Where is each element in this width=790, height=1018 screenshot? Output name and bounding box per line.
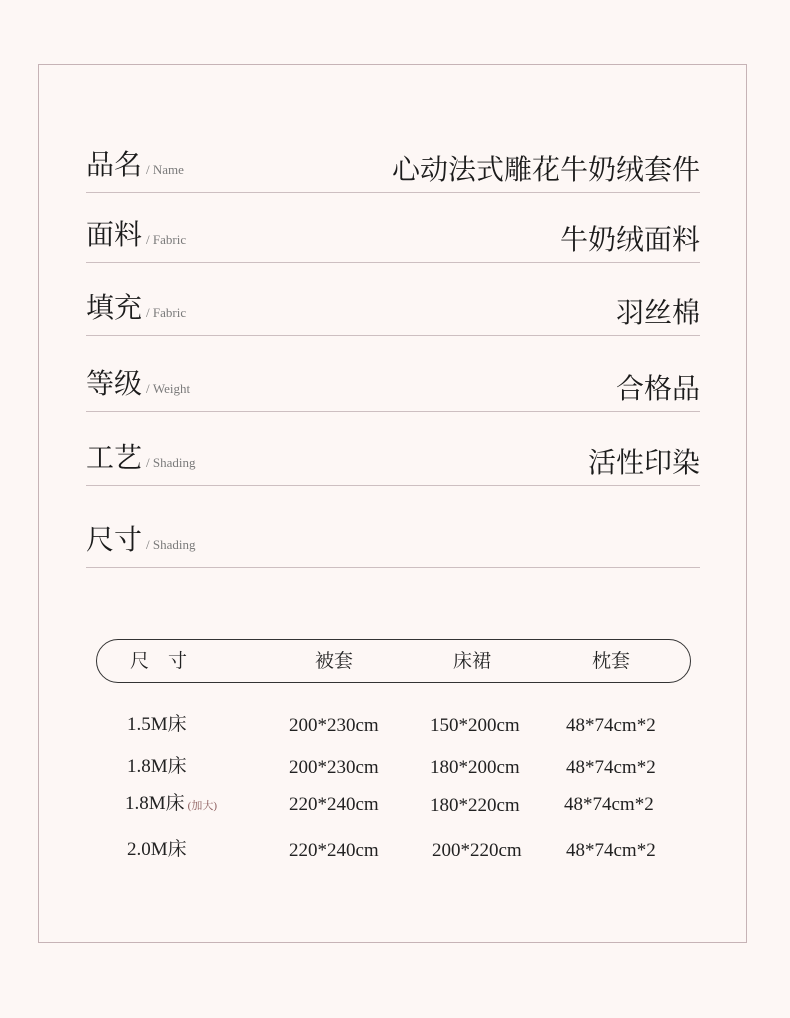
spec-sub-label: / Fabric — [146, 232, 187, 247]
cell-duvet: 200*230cm — [289, 757, 379, 778]
spec-row-grade — [86, 367, 700, 412]
cell-skirt: 180*200cm — [430, 757, 520, 778]
spec-value: 羽丝棉 — [615, 296, 700, 329]
spec-label: 尺寸 / Shading — [86, 523, 196, 556]
cell-size: 1.5M床 — [127, 714, 187, 735]
spec-value: 活性印染 — [587, 446, 700, 479]
cell-size: 2.0M床 — [127, 839, 187, 860]
header-skirt: 床裙 — [453, 650, 492, 672]
cell-duvet: 220*240cm — [289, 794, 379, 815]
cell-pillow: 48*74cm*2 — [566, 715, 656, 736]
spec-row-name — [86, 148, 700, 193]
spec-label: 等级 / Weight — [86, 367, 191, 400]
header-duvet: 被套 — [315, 650, 354, 672]
spec-label: 填充 / Fabric — [86, 291, 187, 324]
spec-row-filling — [86, 291, 700, 336]
spec-sub-label: / Shading — [146, 455, 196, 470]
cell-pillow: 48*74cm*2 — [566, 840, 656, 861]
spec-label: 面料 / Fabric — [86, 218, 187, 251]
spec-label: 品名 / Name — [86, 148, 184, 181]
cell-size: 1.8M床 — [127, 756, 187, 777]
spec-sub-label: / Shading — [146, 537, 196, 552]
spec-value: 牛奶绒面料 — [559, 223, 700, 256]
spec-value: 心动法式雕花牛奶绒套件 — [391, 153, 700, 186]
spec-sub-label: / Name — [146, 162, 184, 177]
spec-sub-label: / Weight — [146, 381, 191, 396]
cell-pillow: 48*74cm*2 — [566, 757, 656, 778]
cell-skirt: 150*200cm — [430, 715, 520, 736]
oversize-note: (加大) — [187, 800, 217, 812]
spec-row-size — [86, 523, 700, 568]
cell-duvet: 220*240cm — [289, 840, 379, 861]
cell-skirt: 180*220cm — [430, 795, 520, 816]
header-pillow: 枕套 — [592, 650, 631, 672]
cell-skirt: 200*220cm — [432, 840, 522, 861]
spec-row-craft — [86, 441, 700, 486]
spec-row-fabric — [86, 218, 700, 263]
size-table-header — [96, 639, 691, 683]
spec-value: 合格品 — [615, 372, 700, 405]
spec-label: 工艺 / Shading — [86, 441, 196, 474]
cell-duvet: 200*230cm — [289, 715, 379, 736]
cell-size: 1.8M床 (加大) — [125, 793, 217, 814]
spec-sub-label: / Fabric — [146, 305, 187, 320]
header-size: 尺 寸 — [130, 650, 188, 672]
cell-pillow: 48*74cm*2 — [564, 794, 654, 815]
